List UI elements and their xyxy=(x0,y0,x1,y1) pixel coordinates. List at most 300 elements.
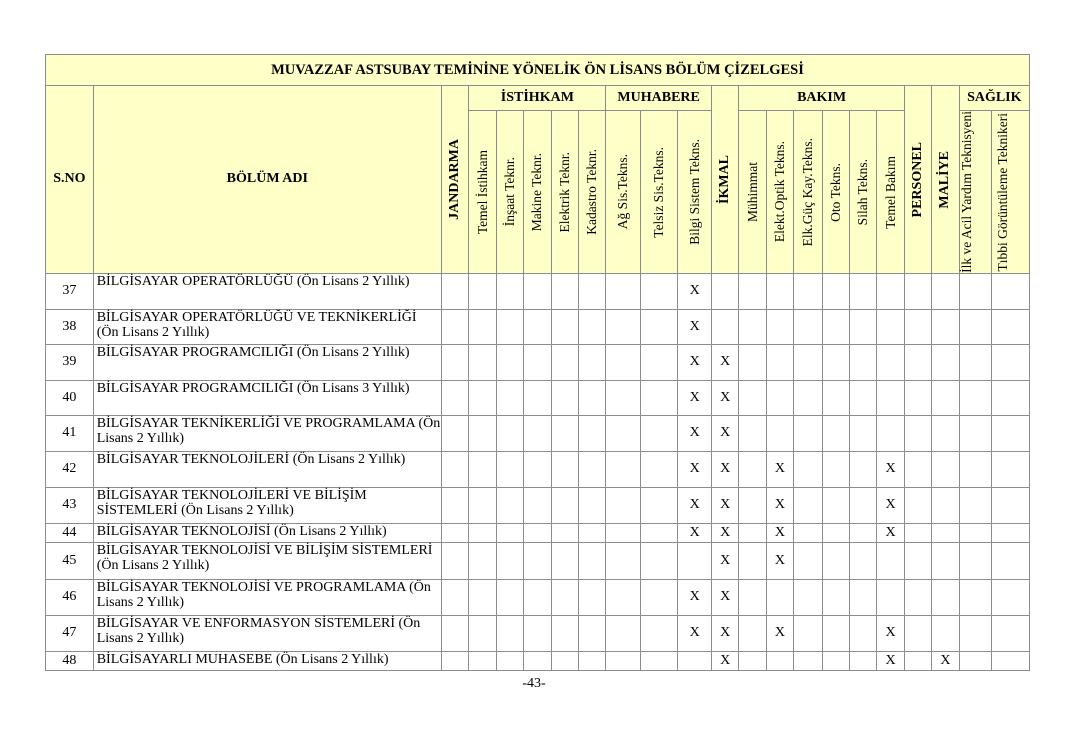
row-number: 37 xyxy=(46,273,94,309)
department-name: BİLGİSAYAR TEKNİKERLİĞİ VE PROGRAMLAMA (Ön Lisans 2 Yıllık) xyxy=(93,415,441,451)
col-header-ilk-acil-yardim: İlk ve Acil Yardım Teknisyeni xyxy=(959,111,991,274)
empty-cell xyxy=(524,615,551,651)
empty-cell xyxy=(441,615,468,651)
empty-cell xyxy=(904,523,931,542)
table-row xyxy=(46,523,1030,542)
empty-cell xyxy=(524,273,551,309)
empty-cell xyxy=(469,579,496,615)
empty-cell xyxy=(606,380,641,415)
empty-cell xyxy=(794,451,822,487)
department-name: BİLGİSAYAR OPERATÖRLÜĞÜ (Ön Lisans 2 Yıllık) xyxy=(93,273,441,309)
col-header-silah-tekns: Silah Tekns. xyxy=(849,111,876,274)
empty-cell xyxy=(959,542,991,579)
empty-cell xyxy=(496,651,523,670)
mark-cell: X xyxy=(678,380,712,415)
empty-cell xyxy=(524,415,551,451)
empty-cell xyxy=(496,615,523,651)
empty-cell xyxy=(794,523,822,542)
empty-cell xyxy=(932,380,959,415)
group-bakim: BAKIM xyxy=(739,86,904,111)
row-number: 38 xyxy=(46,309,94,344)
empty-cell xyxy=(640,273,678,309)
empty-cell xyxy=(992,487,1030,523)
table-row xyxy=(46,487,1030,523)
empty-cell xyxy=(959,344,991,380)
empty-cell xyxy=(849,344,876,380)
department-name: BİLGİSAYAR TEKNOLOJİSİ VE PROGRAMLAMA (Ön Lisans 2 Yıllık) xyxy=(93,579,441,615)
col-header-temel-bakim: Temel Bakım xyxy=(877,111,904,274)
col-header-tibbi-goruntuleme: Tıbbi Görüntüleme Teknikeri xyxy=(992,111,1030,274)
empty-cell xyxy=(640,615,678,651)
col-header-telsiz-sis-tekns: Telsiz Sis.Tekns. xyxy=(640,111,678,274)
empty-cell xyxy=(739,451,766,487)
mark-cell: X xyxy=(877,615,904,651)
empty-cell xyxy=(739,273,766,309)
empty-cell xyxy=(877,309,904,344)
empty-cell xyxy=(441,344,468,380)
empty-cell xyxy=(606,273,641,309)
empty-cell xyxy=(766,579,793,615)
empty-cell xyxy=(904,415,931,451)
mark-cell: X xyxy=(877,523,904,542)
empty-cell xyxy=(932,344,959,380)
empty-cell xyxy=(794,542,822,579)
empty-cell xyxy=(992,273,1030,309)
empty-cell xyxy=(822,542,849,579)
empty-cell xyxy=(877,380,904,415)
table-row xyxy=(46,273,1030,309)
empty-cell xyxy=(469,344,496,380)
empty-cell xyxy=(932,309,959,344)
empty-cell xyxy=(496,380,523,415)
empty-cell xyxy=(766,273,793,309)
empty-cell xyxy=(822,615,849,651)
col-header-kadastro-teknr: Kadastro Teknr. xyxy=(578,111,605,274)
mark-cell: X xyxy=(766,451,793,487)
mark-cell: X xyxy=(678,451,712,487)
empty-cell xyxy=(640,415,678,451)
empty-cell xyxy=(877,542,904,579)
empty-cell xyxy=(822,309,849,344)
empty-cell xyxy=(959,523,991,542)
empty-cell xyxy=(739,309,766,344)
mark-cell: X xyxy=(932,651,959,670)
empty-cell xyxy=(551,487,578,523)
table-row xyxy=(46,415,1030,451)
empty-cell xyxy=(551,542,578,579)
empty-cell xyxy=(959,451,991,487)
empty-cell xyxy=(959,579,991,615)
empty-cell xyxy=(551,451,578,487)
empty-cell xyxy=(904,615,931,651)
empty-cell xyxy=(469,380,496,415)
mark-cell: X xyxy=(678,415,712,451)
empty-cell xyxy=(578,380,605,415)
empty-cell xyxy=(606,651,641,670)
empty-cell xyxy=(932,579,959,615)
empty-cell xyxy=(877,415,904,451)
table-row xyxy=(46,380,1030,415)
empty-cell xyxy=(959,415,991,451)
empty-cell xyxy=(849,415,876,451)
col-header-ikmal: İKMAL xyxy=(711,86,738,274)
row-number: 42 xyxy=(46,451,94,487)
empty-cell xyxy=(551,651,578,670)
mark-cell: X xyxy=(711,344,738,380)
mark-cell: X xyxy=(678,615,712,651)
empty-cell xyxy=(551,380,578,415)
col-header-maliye: MALİYE xyxy=(932,86,959,274)
empty-cell xyxy=(441,542,468,579)
empty-cell xyxy=(551,273,578,309)
empty-cell xyxy=(441,273,468,309)
empty-cell xyxy=(551,344,578,380)
empty-cell xyxy=(640,380,678,415)
empty-cell xyxy=(904,344,931,380)
empty-cell xyxy=(959,309,991,344)
empty-cell xyxy=(606,415,641,451)
department-name: BİLGİSAYAR PROGRAMCILIĞI (Ön Lisans 3 Yıllık) xyxy=(93,380,441,415)
empty-cell xyxy=(578,651,605,670)
col-header-elektrik-teknr: Elektrik Teknr. xyxy=(551,111,578,274)
empty-cell xyxy=(441,523,468,542)
empty-cell xyxy=(441,380,468,415)
empty-cell xyxy=(496,309,523,344)
empty-cell xyxy=(904,542,931,579)
empty-cell xyxy=(959,615,991,651)
row-number: 44 xyxy=(46,523,94,542)
row-number: 40 xyxy=(46,380,94,415)
empty-cell xyxy=(992,451,1030,487)
empty-cell xyxy=(469,415,496,451)
empty-cell xyxy=(469,487,496,523)
empty-cell xyxy=(606,523,641,542)
row-number: 46 xyxy=(46,579,94,615)
empty-cell xyxy=(794,615,822,651)
empty-cell xyxy=(849,523,876,542)
table-row xyxy=(46,451,1030,487)
empty-cell xyxy=(469,523,496,542)
row-number: 39 xyxy=(46,344,94,380)
empty-cell xyxy=(904,579,931,615)
empty-cell xyxy=(578,523,605,542)
empty-cell xyxy=(441,309,468,344)
empty-cell xyxy=(469,309,496,344)
col-header-elekt-optik-tekns: Elekt.Optik Tekns. xyxy=(766,111,793,274)
empty-cell xyxy=(959,380,991,415)
mark-cell: X xyxy=(678,523,712,542)
empty-cell xyxy=(441,487,468,523)
empty-cell xyxy=(524,344,551,380)
col-header-temel-istihkam: Temel İstihkam xyxy=(469,111,496,274)
empty-cell xyxy=(524,451,551,487)
empty-cell xyxy=(766,380,793,415)
table-row xyxy=(46,542,1030,579)
empty-cell xyxy=(711,273,738,309)
mark-cell: X xyxy=(766,542,793,579)
empty-cell xyxy=(794,273,822,309)
empty-cell xyxy=(739,344,766,380)
empty-cell xyxy=(992,415,1030,451)
empty-cell xyxy=(992,651,1030,670)
row-number: 43 xyxy=(46,487,94,523)
department-name: BİLGİSAYAR TEKNOLOJİSİ VE BİLİŞİM SİSTEMLERİ (Ön Lisans 2 Yıllık) xyxy=(93,542,441,579)
empty-cell xyxy=(849,273,876,309)
col-header-makine-teknr: Makine Teknr. xyxy=(524,111,551,274)
bolum-adi-header: BÖLÜM ADI xyxy=(93,86,441,274)
empty-cell xyxy=(496,523,523,542)
department-name: BİLGİSAYAR PROGRAMCILIĞI (Ön Lisans 2 Yıllık) xyxy=(93,344,441,380)
empty-cell xyxy=(849,615,876,651)
empty-cell xyxy=(678,542,712,579)
empty-cell xyxy=(578,309,605,344)
empty-cell xyxy=(766,651,793,670)
col-header-jandarma: JANDARMA xyxy=(441,86,468,274)
group-saglik: SAĞLIK xyxy=(959,86,1029,111)
mark-cell: X xyxy=(877,651,904,670)
row-number: 47 xyxy=(46,615,94,651)
empty-cell xyxy=(551,415,578,451)
col-header-elk-guc-kay-tekns: Elk.Güç Kay.Tekns. xyxy=(794,111,822,274)
empty-cell xyxy=(496,542,523,579)
empty-cell xyxy=(822,344,849,380)
empty-cell xyxy=(578,487,605,523)
empty-cell xyxy=(524,380,551,415)
empty-cell xyxy=(959,651,991,670)
empty-cell xyxy=(739,415,766,451)
mark-cell: X xyxy=(877,487,904,523)
empty-cell xyxy=(904,380,931,415)
mark-cell: X xyxy=(678,344,712,380)
empty-cell xyxy=(640,651,678,670)
empty-cell xyxy=(640,542,678,579)
empty-cell xyxy=(794,415,822,451)
department-name: BİLGİSAYAR TEKNOLOJİSİ (Ön Lisans 2 Yıllık) xyxy=(93,523,441,542)
table-row xyxy=(46,579,1030,615)
empty-cell xyxy=(766,415,793,451)
empty-cell xyxy=(739,487,766,523)
sno-header: S.NO xyxy=(46,86,94,274)
mark-cell: X xyxy=(711,487,738,523)
empty-cell xyxy=(904,487,931,523)
empty-cell xyxy=(496,415,523,451)
empty-cell xyxy=(524,579,551,615)
empty-cell xyxy=(959,487,991,523)
table-body xyxy=(46,273,1030,670)
empty-cell xyxy=(640,579,678,615)
empty-cell xyxy=(794,344,822,380)
col-header-muhimmat: Mühimmat xyxy=(739,111,766,274)
empty-cell xyxy=(606,615,641,651)
empty-cell xyxy=(441,651,468,670)
empty-cell xyxy=(766,344,793,380)
empty-cell xyxy=(469,542,496,579)
empty-cell xyxy=(932,542,959,579)
col-header-personel: PERSONEL xyxy=(904,86,931,274)
empty-cell xyxy=(496,487,523,523)
empty-cell xyxy=(678,651,712,670)
empty-cell xyxy=(932,615,959,651)
empty-cell xyxy=(606,579,641,615)
empty-cell xyxy=(469,651,496,670)
empty-cell xyxy=(578,451,605,487)
empty-cell xyxy=(441,415,468,451)
empty-cell xyxy=(496,451,523,487)
empty-cell xyxy=(524,487,551,523)
mark-cell: X xyxy=(711,380,738,415)
empty-cell xyxy=(606,542,641,579)
empty-cell xyxy=(606,309,641,344)
department-name: BİLGİSAYAR VE ENFORMASYON SİSTEMLERİ (Ön Lisans 2 Yıllık) xyxy=(93,615,441,651)
empty-cell xyxy=(932,415,959,451)
mark-cell: X xyxy=(766,523,793,542)
empty-cell xyxy=(794,579,822,615)
empty-cell xyxy=(794,380,822,415)
empty-cell xyxy=(441,579,468,615)
empty-cell xyxy=(849,380,876,415)
mark-cell: X xyxy=(711,415,738,451)
row-number: 48 xyxy=(46,651,94,670)
table-row xyxy=(46,615,1030,651)
empty-cell xyxy=(640,309,678,344)
row-number: 41 xyxy=(46,415,94,451)
empty-cell xyxy=(877,273,904,309)
empty-cell xyxy=(849,451,876,487)
empty-cell xyxy=(992,344,1030,380)
mark-cell: X xyxy=(877,451,904,487)
empty-cell xyxy=(524,523,551,542)
empty-cell xyxy=(794,309,822,344)
empty-cell xyxy=(992,380,1030,415)
mark-cell: X xyxy=(711,451,738,487)
empty-cell xyxy=(524,309,551,344)
empty-cell xyxy=(578,615,605,651)
empty-cell xyxy=(877,344,904,380)
mark-cell: X xyxy=(678,487,712,523)
empty-cell xyxy=(606,487,641,523)
empty-cell xyxy=(551,523,578,542)
col-header-insaat-teknr: İnşaat Teknr. xyxy=(496,111,523,274)
empty-cell xyxy=(877,579,904,615)
empty-cell xyxy=(640,344,678,380)
col-header-bilgi-sistem-tekns: Bilgi Sistem Tekns. xyxy=(678,111,712,274)
empty-cell xyxy=(849,542,876,579)
table-title: MUVAZZAF ASTSUBAY TEMİNİNE YÖNELİK ÖN LİSANS BÖLÜM ÇİZELGESİ xyxy=(46,55,1030,86)
col-header-oto-tekns: Oto Tekns. xyxy=(822,111,849,274)
department-name: BİLGİSAYAR TEKNOLOJİLERİ VE BİLİŞİM SİSTEMLERİ (Ön Lisans 2 Yıllık) xyxy=(93,487,441,523)
mark-cell: X xyxy=(678,273,712,309)
empty-cell xyxy=(932,273,959,309)
empty-cell xyxy=(822,487,849,523)
mark-cell: X xyxy=(766,487,793,523)
empty-cell xyxy=(822,380,849,415)
department-name: BİLGİSAYAR TEKNOLOJİLERİ (Ön Lisans 2 Yıllık) xyxy=(93,451,441,487)
empty-cell xyxy=(992,309,1030,344)
empty-cell xyxy=(849,487,876,523)
empty-cell xyxy=(794,487,822,523)
mark-cell: X xyxy=(766,615,793,651)
empty-cell xyxy=(822,273,849,309)
mark-cell: X xyxy=(711,579,738,615)
empty-cell xyxy=(904,651,931,670)
empty-cell xyxy=(578,579,605,615)
mark-cell: X xyxy=(711,523,738,542)
table-row xyxy=(46,651,1030,670)
empty-cell xyxy=(739,579,766,615)
empty-cell xyxy=(606,344,641,380)
table-row xyxy=(46,344,1030,380)
page-number: -43- xyxy=(522,676,546,691)
empty-cell xyxy=(992,523,1030,542)
empty-cell xyxy=(711,309,738,344)
empty-cell xyxy=(524,542,551,579)
empty-cell xyxy=(932,487,959,523)
mark-cell: X xyxy=(711,542,738,579)
department-name: BİLGİSAYAR OPERATÖRLÜĞÜ VE TEKNİKERLİĞİ (Ön Lisans 2 Yıllık) xyxy=(93,309,441,344)
mark-cell: X xyxy=(711,615,738,651)
empty-cell xyxy=(766,309,793,344)
empty-cell xyxy=(551,579,578,615)
empty-cell xyxy=(822,651,849,670)
col-header-ag-sis-tekns: Ağ Sis.Tekns. xyxy=(606,111,641,274)
empty-cell xyxy=(640,487,678,523)
mark-cell: X xyxy=(678,579,712,615)
empty-cell xyxy=(849,579,876,615)
empty-cell xyxy=(849,651,876,670)
empty-cell xyxy=(578,415,605,451)
empty-cell xyxy=(904,451,931,487)
empty-cell xyxy=(524,651,551,670)
empty-cell xyxy=(441,451,468,487)
empty-cell xyxy=(992,542,1030,579)
empty-cell xyxy=(739,651,766,670)
empty-cell xyxy=(578,344,605,380)
empty-cell xyxy=(496,273,523,309)
empty-cell xyxy=(822,415,849,451)
group-muhabere: MUHABERE xyxy=(606,86,712,111)
group-istihkam: İSTİHKAM xyxy=(469,86,606,111)
empty-cell xyxy=(739,380,766,415)
empty-cell xyxy=(496,344,523,380)
empty-cell xyxy=(640,523,678,542)
empty-cell xyxy=(640,451,678,487)
empty-cell xyxy=(739,542,766,579)
empty-cell xyxy=(578,273,605,309)
mark-cell: X xyxy=(711,651,738,670)
empty-cell xyxy=(739,523,766,542)
empty-cell xyxy=(551,309,578,344)
empty-cell xyxy=(992,579,1030,615)
empty-cell xyxy=(849,309,876,344)
empty-cell xyxy=(739,615,766,651)
empty-cell xyxy=(822,451,849,487)
empty-cell xyxy=(606,451,641,487)
empty-cell xyxy=(469,615,496,651)
empty-cell xyxy=(496,579,523,615)
empty-cell xyxy=(904,273,931,309)
empty-cell xyxy=(578,542,605,579)
row-number: 45 xyxy=(46,542,94,579)
empty-cell xyxy=(794,651,822,670)
empty-cell xyxy=(904,309,931,344)
department-name: BİLGİSAYARLI MUHASEBE (Ön Lisans 2 Yıllık) xyxy=(93,651,441,670)
empty-cell xyxy=(932,523,959,542)
mark-cell: X xyxy=(678,309,712,344)
empty-cell xyxy=(959,273,991,309)
empty-cell xyxy=(469,451,496,487)
empty-cell xyxy=(551,615,578,651)
department-table xyxy=(45,54,1030,671)
